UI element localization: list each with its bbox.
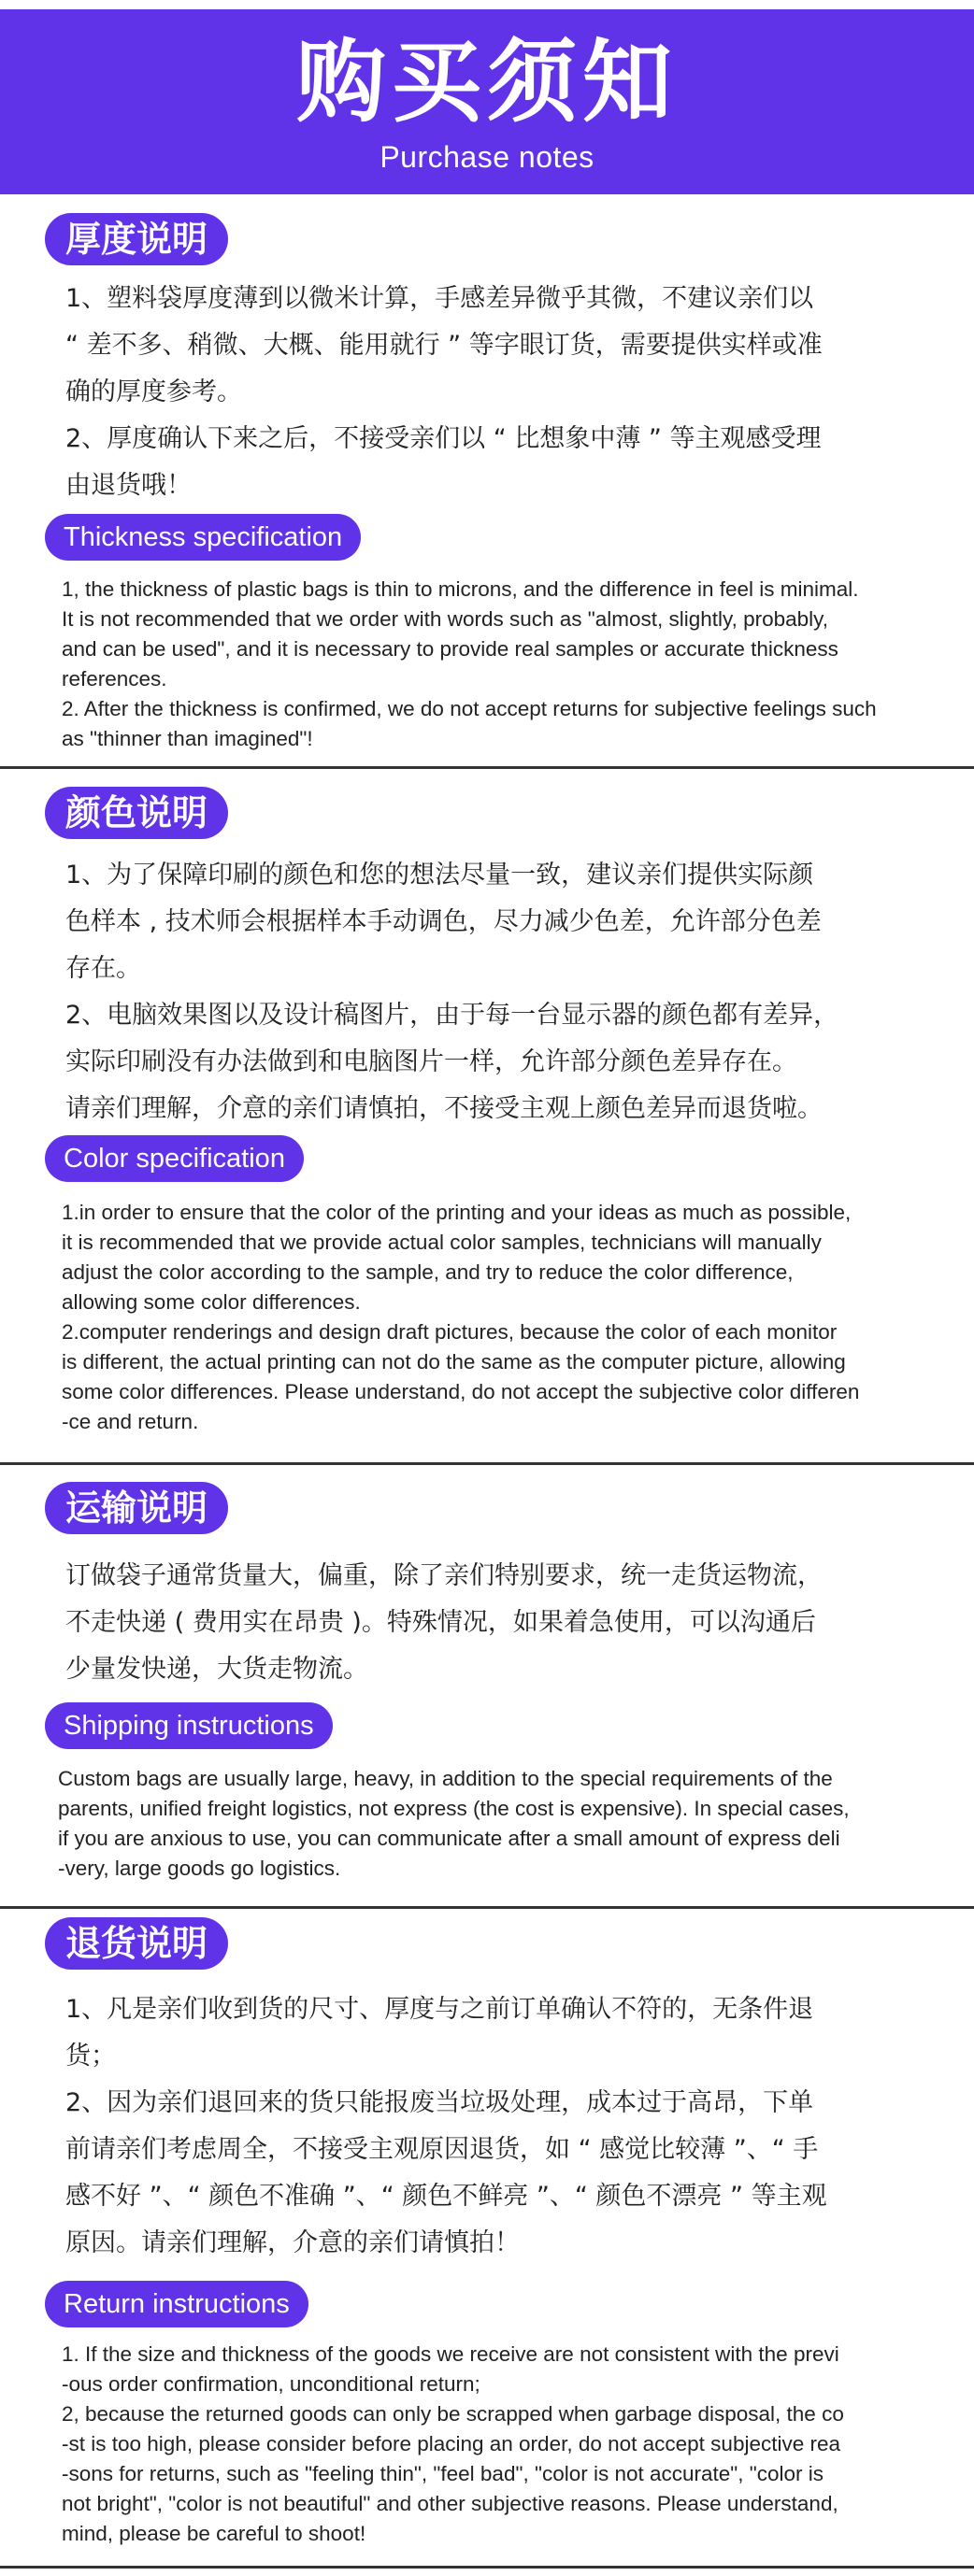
text-line: 2. After the thickness is confirmed, we do not accept returns for subjective feelings such [62, 697, 877, 720]
text-line: mind, please be careful to shoot! [62, 2522, 366, 2545]
text-line: 1. If the size and thickness of the goods we receive are not consistent with the previ [62, 2342, 839, 2366]
section-title-cn: 运输说明 [45, 1482, 228, 1534]
section-title-en: Return instructions [45, 2281, 308, 2327]
text-line: -very, large goods go logistics. [58, 1857, 341, 1880]
text-line: 2、因为亲们退回来的货只能报废当垃圾处理，成本过于高昂，下单 [65, 2088, 814, 2117]
text-line: 由退货哦！ [65, 471, 192, 500]
text-line: It is not recommended that we order with words such as "almost, slightly, probably, [62, 607, 829, 631]
section-title-en: Thickness specification [45, 514, 361, 561]
section-title-en: Color specification [45, 1135, 304, 1182]
text-line: 2.computer renderings and design draft pictures, because the color of each monitor [62, 1320, 838, 1344]
page-title: 购买须知 [296, 30, 678, 135]
page-subtitle: Purchase notes [380, 140, 594, 174]
text-line: adjust the color according to the sample, and try to reduce the color difference, [62, 1260, 794, 1284]
text-line: 确的厚度参考。 [65, 377, 242, 406]
section-title-en: Shipping instructions [45, 1702, 333, 1749]
text-line: it is recommended that we provide actual color samples, technicians will manually [62, 1231, 822, 1254]
text-line: 1.in order to ensure that the color of the printing and your ideas as much as possible, [62, 1201, 852, 1224]
text-line: 2、厚度确认下来之后，不接受亲们以 “ 比想象中薄 ” 等主观感受理 [65, 424, 822, 453]
section-title-cn: 颜色说明 [45, 787, 228, 839]
text-line: references. [62, 667, 167, 690]
text-line: if you are anxious to use, you can communicate after a small amount of express deli [58, 1827, 840, 1850]
text-line: 存在。 [65, 954, 141, 983]
text-line: Custom bags are usually large, heavy, in addition to the special requirements of the [58, 1767, 833, 1790]
text-line: 少量发快递，大货走物流。 [65, 1655, 368, 1684]
text-line: and can be used", and it is necessary to provide real samples or accurate thickness [62, 637, 838, 661]
text-line: 前请亲们考虑周全，不接受主观原因退货，如 “ 感觉比较薄 ”、“ 手 [65, 2135, 819, 2164]
text-line: as "thinner than imagined"! [62, 727, 313, 750]
text-line: -st is too high, please consider before placing an order, do not accept subjective rea [62, 2432, 841, 2455]
text-line: 不走快递 ( 费用实在昂贵 )。特殊情况，如果着急使用，可以沟通后 [65, 1608, 816, 1637]
text-line: not bright", "color is not beautiful" and other subjective reasons. Please understand, [62, 2492, 838, 2515]
text-line: 请亲们理解，介意的亲们请慎拍，不接受主观上颜色差异而退货啦。 [65, 1094, 823, 1123]
text-line: 订做袋子通常货量大，偏重，除了亲们特别要求，统一走货运物流， [65, 1561, 823, 1590]
section-body-cn [65, 1986, 827, 2267]
text-line: is different, the actual printing can not do the same as the computer picture, allowing [62, 1350, 846, 1373]
text-line: “ 差不多、稍微、大概、能用就行 ” 等字眼订货，需要提供实样或准 [65, 331, 823, 360]
text-line: allowing some color differences. [62, 1290, 361, 1314]
section-title-cn: 退货说明 [45, 1917, 228, 1970]
text-line: 货； [65, 2042, 116, 2071]
text-line: -ce and return. [62, 1410, 199, 1433]
text-line: 1, the thickness of plastic bags is thin to microns, and the difference in feel is minimal. [62, 577, 859, 601]
text-line: 实际印刷没有办法做到和电脑图片一样，允许部分颜色差异存在。 [65, 1047, 797, 1076]
text-line: 1、凡是亲们收到货的尺寸、厚度与之前订单确认不符的，无条件退 [65, 1995, 814, 2024]
text-line: 感不好 ”、“ 颜色不准确 ”、“ 颜色不鲜亮 ”、“ 颜色不漂亮 ” 等主观 [65, 2182, 827, 2211]
text-line: 2、电脑效果图以及设计稿图片，由于每一台显示器的颜色都有差异， [65, 1001, 839, 1030]
text-line: 1、塑料袋厚度薄到以微米计算，手感差异微乎其微，不建议亲们以 [65, 284, 814, 313]
text-line: -ous order confirmation, unconditional return; [62, 2372, 480, 2396]
text-line: 原因。请亲们理解，介意的亲们请慎拍！ [65, 2228, 520, 2257]
text-line: 2, because the returned goods can only be scrapped when garbage disposal, the co [62, 2402, 844, 2426]
text-line: -sons for returns, such as "feeling thin", "feel bad", "color is not accurate", "color is [62, 2462, 824, 2485]
section-body-en [62, 2340, 844, 2549]
text-line: 色样本 , 技术师会根据样本手动调色，尽力减少色差，允许部分色差 [65, 907, 822, 936]
text-line: 1、为了保障印刷的颜色和您的想法尽量一致，建议亲们提供实际颜 [65, 861, 814, 890]
section-title-cn: 厚度说明 [45, 213, 228, 265]
text-line: some color differences. Please understand, do not accept the subjective color differen [62, 1380, 860, 1403]
bottom-divider [0, 2566, 974, 2569]
text-line: parents, unified freight logistics, not express (the cost is expensive). In special cases, [58, 1797, 850, 1820]
